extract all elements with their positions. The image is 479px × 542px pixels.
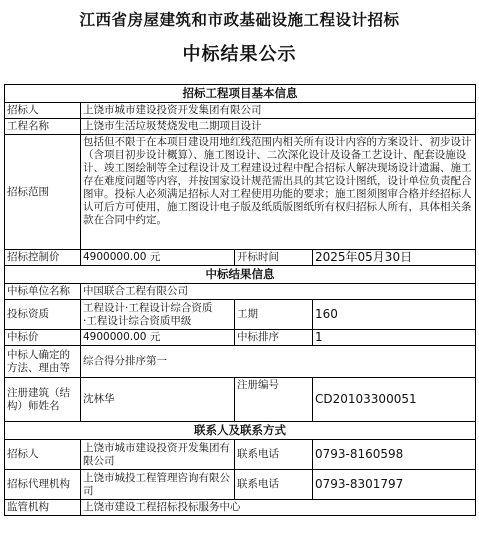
open-time-value: 2025年05月30日 (313, 250, 476, 266)
table-row (5, 103, 476, 119)
table-row (5, 330, 476, 346)
control-price-cell (81, 250, 235, 266)
control-price-label: 招标控制价 (5, 250, 81, 266)
architect-value: 沈林华 (81, 378, 235, 422)
tenderer-value: 上饶市城市建设投资开发集团有限公司 (81, 103, 476, 119)
tenderer-phone-label: 联系电话 (235, 440, 313, 470)
bid-price-label: 中标价 (5, 330, 81, 346)
scope-label: 招标范围 (5, 135, 81, 250)
agent-phone-label: 联系电话 (235, 470, 313, 500)
table-row (5, 440, 476, 470)
winner-label: 中标单位名称 (5, 284, 81, 300)
period-value: 160 (313, 300, 476, 330)
qualification-label: 投标资质 (5, 300, 81, 330)
supervisor-label: 监管机构 (5, 500, 81, 516)
tenderer-label: 招标人 (5, 103, 81, 119)
scope-value: 包括但不限于在本项目建设用地红线范围内相关所有设计内容的方案设计、初步设计（含项目初步设计概算）、施工图设计、二次深化设计及设备工艺设计、配套设施设计、竣工图绘制等全过程设计及工程建设过程中配合招标人解决现场设计遗漏、施工存在难度问题等内容，并按国家设计规范需出具的其它设计图纸，设计单位负责配合图审。投标人必须满足招标人对工程使用功能的要求；施工图须图审合格并经招标人认可后方可使用，施工图设计电子版及纸质版图纸所有权归招标人所有，具体相关条款在合同中约定。 (81, 135, 476, 250)
reg-no-value: CD20103300051 (313, 378, 476, 422)
table-row (5, 470, 476, 500)
agent-value: 上饶市城投工程管理咨询有限公司 (81, 470, 235, 500)
period-label: 工期 (235, 300, 313, 330)
rank-label: 中标排序 (235, 330, 313, 346)
bid-price-unit: 元 (149, 331, 161, 343)
tenderer-phone-value: 0793-8160598 (313, 440, 476, 470)
supervisor-value: 上饶市建设工程招标投标服务中心 (81, 500, 476, 516)
contact-tenderer-value: 上饶市城市建设投资开发集团有限公司 (81, 440, 235, 470)
open-time-label: 开标时间 (235, 250, 313, 266)
reg-no-label: 注册编号 (235, 378, 313, 422)
table-row (5, 135, 476, 250)
section-title-project: 招标工程项目基本信息 (5, 85, 476, 103)
section-header-result (5, 266, 476, 284)
agent-label: 招标代理机构 (5, 470, 81, 500)
section-title-result: 中标结果信息 (5, 266, 476, 284)
section-header-contact (5, 422, 476, 440)
method-label: 中标人确定的方法、理由等 (5, 346, 81, 378)
qualification-line: ·工程设计综合资质甲级 (83, 314, 192, 327)
control-price-unit: 元 (149, 251, 161, 263)
table-row (5, 284, 476, 300)
agent-phone-value: 0793-8301797 (313, 470, 476, 500)
document-subtitle: 中标结果公示 (182, 44, 297, 65)
method-value: 综合得分排序第一 (81, 346, 476, 378)
table-row (5, 300, 476, 330)
table-row (5, 119, 476, 135)
bid-price-value: 4900000.00 (83, 331, 147, 343)
qualification-line: 工程设计·工程设计综合资质 (83, 301, 213, 314)
section-title-contact: 联系人及联系方式 (5, 422, 476, 440)
table-row (5, 378, 476, 422)
rank-value: 1 (313, 330, 476, 346)
bid-price-cell (81, 330, 235, 346)
table-row (5, 346, 476, 378)
architect-label: 注册建筑（结构）师姓名 (5, 378, 81, 422)
notice-table (4, 84, 476, 516)
qualification-cell (81, 300, 235, 330)
control-price-value: 4900000.00 (83, 251, 147, 263)
contact-tenderer-label: 招标人 (5, 440, 81, 470)
project-name-value: 上饶市生活垃圾焚烧发电二期项目设计 (81, 119, 476, 135)
section-header-project (5, 85, 476, 103)
document-title: 江西省房屋建筑和市政基础设施工程设计招标 (79, 11, 400, 29)
table-row (5, 500, 476, 516)
winner-value: 中国联合工程有限公司 (81, 284, 476, 300)
project-name-label: 工程名称 (5, 119, 81, 135)
table-row (5, 250, 476, 266)
